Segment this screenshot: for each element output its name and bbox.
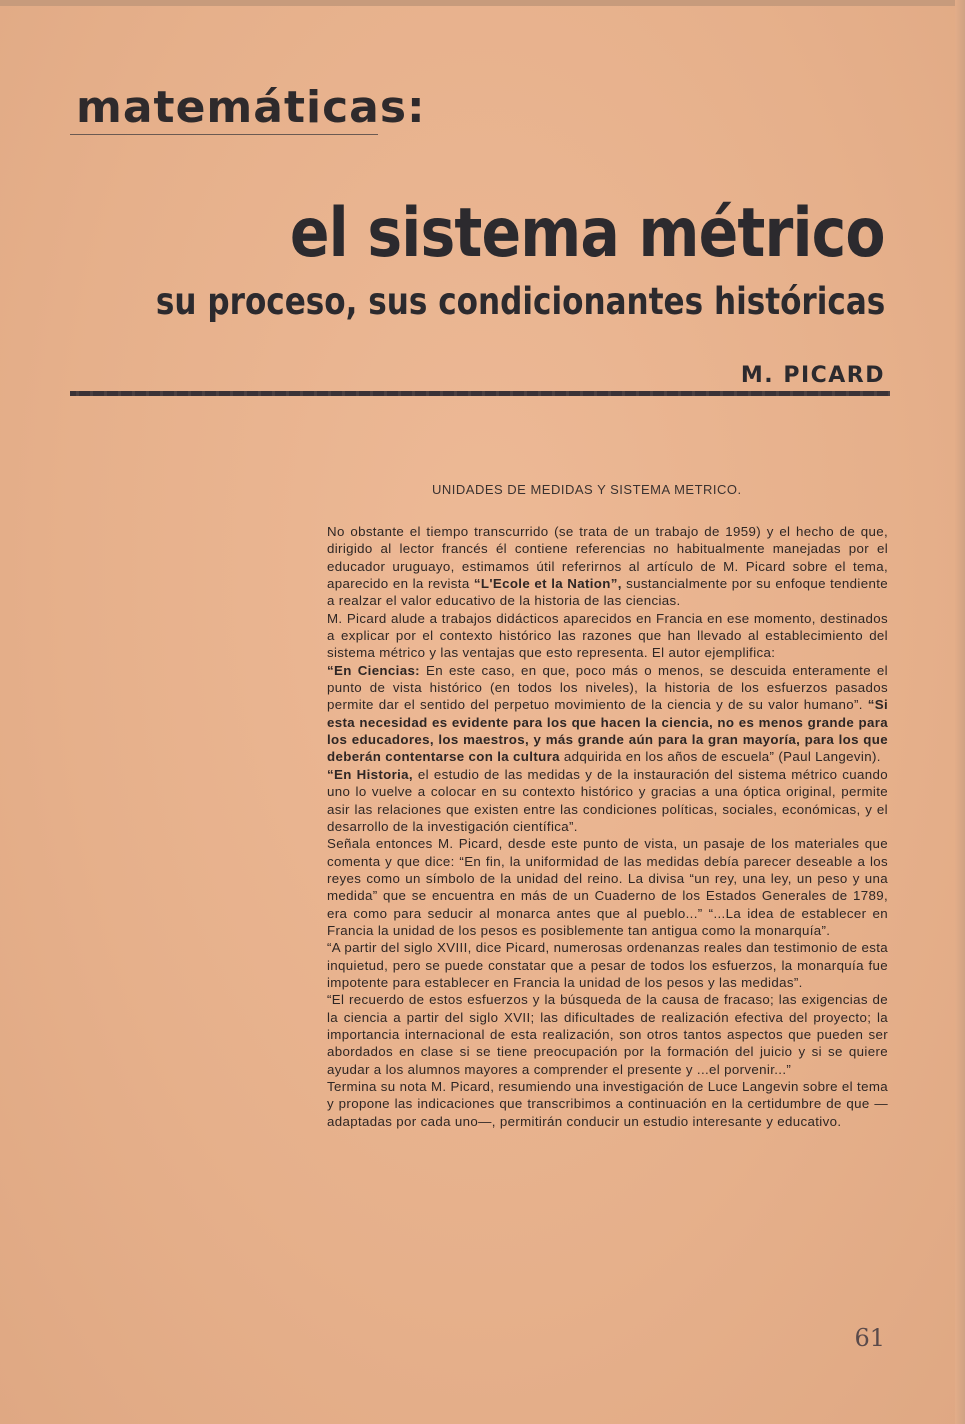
text-run: No obstante el tiempo transcurrido (se trata de un trabajo de 1959) y el hecho de que, dirigido al lector francés él contiene referencias no habitualmente manejadas por el educador uruguayo, estimamos útil referirnos al artículo de M. Picard sobre el tema, aparecido en la revista <box>327 524 888 592</box>
article-author: M. PICARD <box>740 363 885 388</box>
body-paragraph <box>327 523 888 610</box>
body-paragraph <box>327 610 888 662</box>
body-paragraph <box>327 1078 888 1130</box>
body-paragraph <box>327 939 888 991</box>
page-right-edge <box>955 0 965 1424</box>
body-paragraph <box>327 835 888 939</box>
text-run: Señala entonces M. Picard, desde este punto de vista, un pasaje de los materiales que comenta y que dice: “En fin, la uniformidad de las medidas debía parecer deseable a los reyes como un símbolo de la unidad del reino. La divisa “un rey, una ley, un peso y una medida” que se encuentra en más de un Cuaderno de los Estados Generales de 1789, era como para seducir al monarca antes que al pueblo...” “...La idea de establecer en Francia la unidad de los pesos es posiblemente tan antigua como la monarquía”. <box>327 836 888 938</box>
bold-text-run: “L'Ecole et la Nation”, <box>473 576 622 592</box>
bold-text-run: “En Historia, <box>327 766 413 782</box>
page-number: 61 <box>854 1324 885 1352</box>
text-run: adquirida en los años de escuela” (Paul Langevin). <box>559 749 881 765</box>
bold-text-run: “En Ciencias: <box>327 662 420 678</box>
article-body <box>327 523 888 1130</box>
body-paragraph <box>327 662 888 766</box>
article-subtitle: su proceso, sus condicionantes históricas <box>155 280 885 323</box>
text-run: En este caso, en que, poco más o menos, se descuida enteramente el punto de vista histórico (en todos los niveles), la historia de los esfuerzos pasados permite dar el sentido del perpetuo movimiento de la ciencia y de su valor humano”. <box>327 662 888 713</box>
body-paragraph <box>327 766 888 835</box>
body-heading: UNIDADES DE MEDIDAS Y SISTEMA METRICO. <box>432 482 742 497</box>
text-run: “A partir del siglo XVIII, dice Picard, numerosas ordenanzas reales dan testimonio de esta inquietud, pero se puede constatar que a pesar de todos los esfuerzos, la monarquía fue impotente para establecer en Francia la unidad de los pesos y las medidas”. <box>327 940 888 990</box>
text-run: “El recuerdo de estos esfuerzos y la búsqueda de la causa de fracaso; las exigencias de la ciencia a partir del siglo XVII; las dificultades de realización efectiva del proyecto; la importancia internacional de esta realización, son otros tantos aspectos que pueden ser abordados en clase si se tiene preocupación por la formación del juicio y si se quiere ayudar a los alumnos mayores a comprender el presente y ...el porvenir...” <box>327 992 888 1077</box>
text-run: Termina su nota M. Picard, resumiendo una investigación de Luce Langevin sobre el tema y propone las indicaciones que transcribimos a continuación en la certidumbre de que —adaptadas por cada uno—, permitirán conducir un estudio interesante y educativo. <box>327 1079 888 1129</box>
header-divider <box>70 391 890 396</box>
section-label: matemáticas: <box>76 82 426 133</box>
page-top-edge <box>0 0 965 6</box>
text-run: el estudio de las medidas y de la instauración del sistema métrico cuando uno lo vuelve a colocar en su contexto histórico y gracias a una óptica original, permite asir las relaciones que existen entre las condiciones políticas, sociales, económicas, y el desarrollo de la investigación científica”. <box>327 766 888 834</box>
section-underline <box>70 134 378 135</box>
body-paragraph <box>327 991 888 1078</box>
bold-text-run: “Si esta necesidad es evidente para los que hacen la ciencia, no es menos grande para los educadores, los maestros, y más grande aún para la gran mayoría, para los que deberán contentarse con la cultura <box>327 697 888 765</box>
text-run: M. Picard alude a trabajos didácticos aparecidos en Francia en ese momento, destinados a explicar por el contexto histórico las razones que han llevado al establecimiento del sistema métrico y las ventajas que esto representa. El autor ejemplifica: <box>327 610 888 661</box>
text-run: sustancialmente por su enfoque tendiente a realzar el valor educativo de la historia de las ciencias. <box>327 576 889 609</box>
article-title: el sistema métrico <box>290 194 885 273</box>
